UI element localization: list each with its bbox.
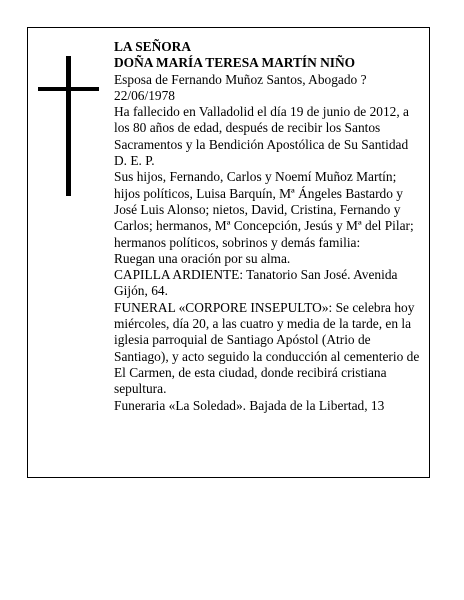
funeral-home-line: Funeraria «La Soledad». Bajada de la Libertad, 13 bbox=[114, 397, 385, 413]
spouse-line: Esposa de Fernando Muñoz Santos, Abogado ? 22/06/1978 bbox=[114, 71, 367, 103]
dep-line: D. E. P. bbox=[114, 153, 155, 169]
chapel-paragraph: CAPILLA ARDIENTE: Tanatorio San José. Avenida Gijón, 64. bbox=[114, 267, 398, 299]
cross-horizontal-bar bbox=[38, 87, 99, 91]
family-paragraph: Sus hijos, Fernando, Carlos y Noemí Muñoz Martín; hijos políticos, Luisa Barquín, Mª Ángeles Bastardo y José Luis Alonso; nietos, David, Cristina, Fernando y Carlos; hermanos, Mª Concepción, Jesús y Mª del Pilar; hermanos políticos, sobrinos y demás familia: bbox=[114, 169, 414, 250]
notice-text bbox=[114, 39, 424, 414]
obituary-notice bbox=[27, 27, 430, 478]
cross-vertical-bar bbox=[66, 56, 71, 196]
death-paragraph: Ha fallecido en Valladolid el día 19 de junio de 2012, a los 80 años de edad, después de recibir los Santos Sacramentos y la Bendición Apostólica de Su Santidad bbox=[114, 104, 410, 152]
funeral-paragraph: FUNERAL «CORPORE INSEPULTO»: Se celebra hoy miércoles, día 20, a las cuatro y media de la tarde, en la iglesia parroquial de Santiago Apóstol (Atrio de Santiago), y acto seguido la conducción al cementerio de El Carmen, de esta ciudad, donde recibirá cristiana sepultura. bbox=[114, 299, 420, 397]
deceased-name: DOÑA MARÍA TERESA MARTÍN NIÑO bbox=[114, 55, 356, 71]
prayer-line: Ruegan una oración por su alma. bbox=[114, 250, 291, 266]
notice-title: LA SEÑORA bbox=[114, 39, 192, 54]
